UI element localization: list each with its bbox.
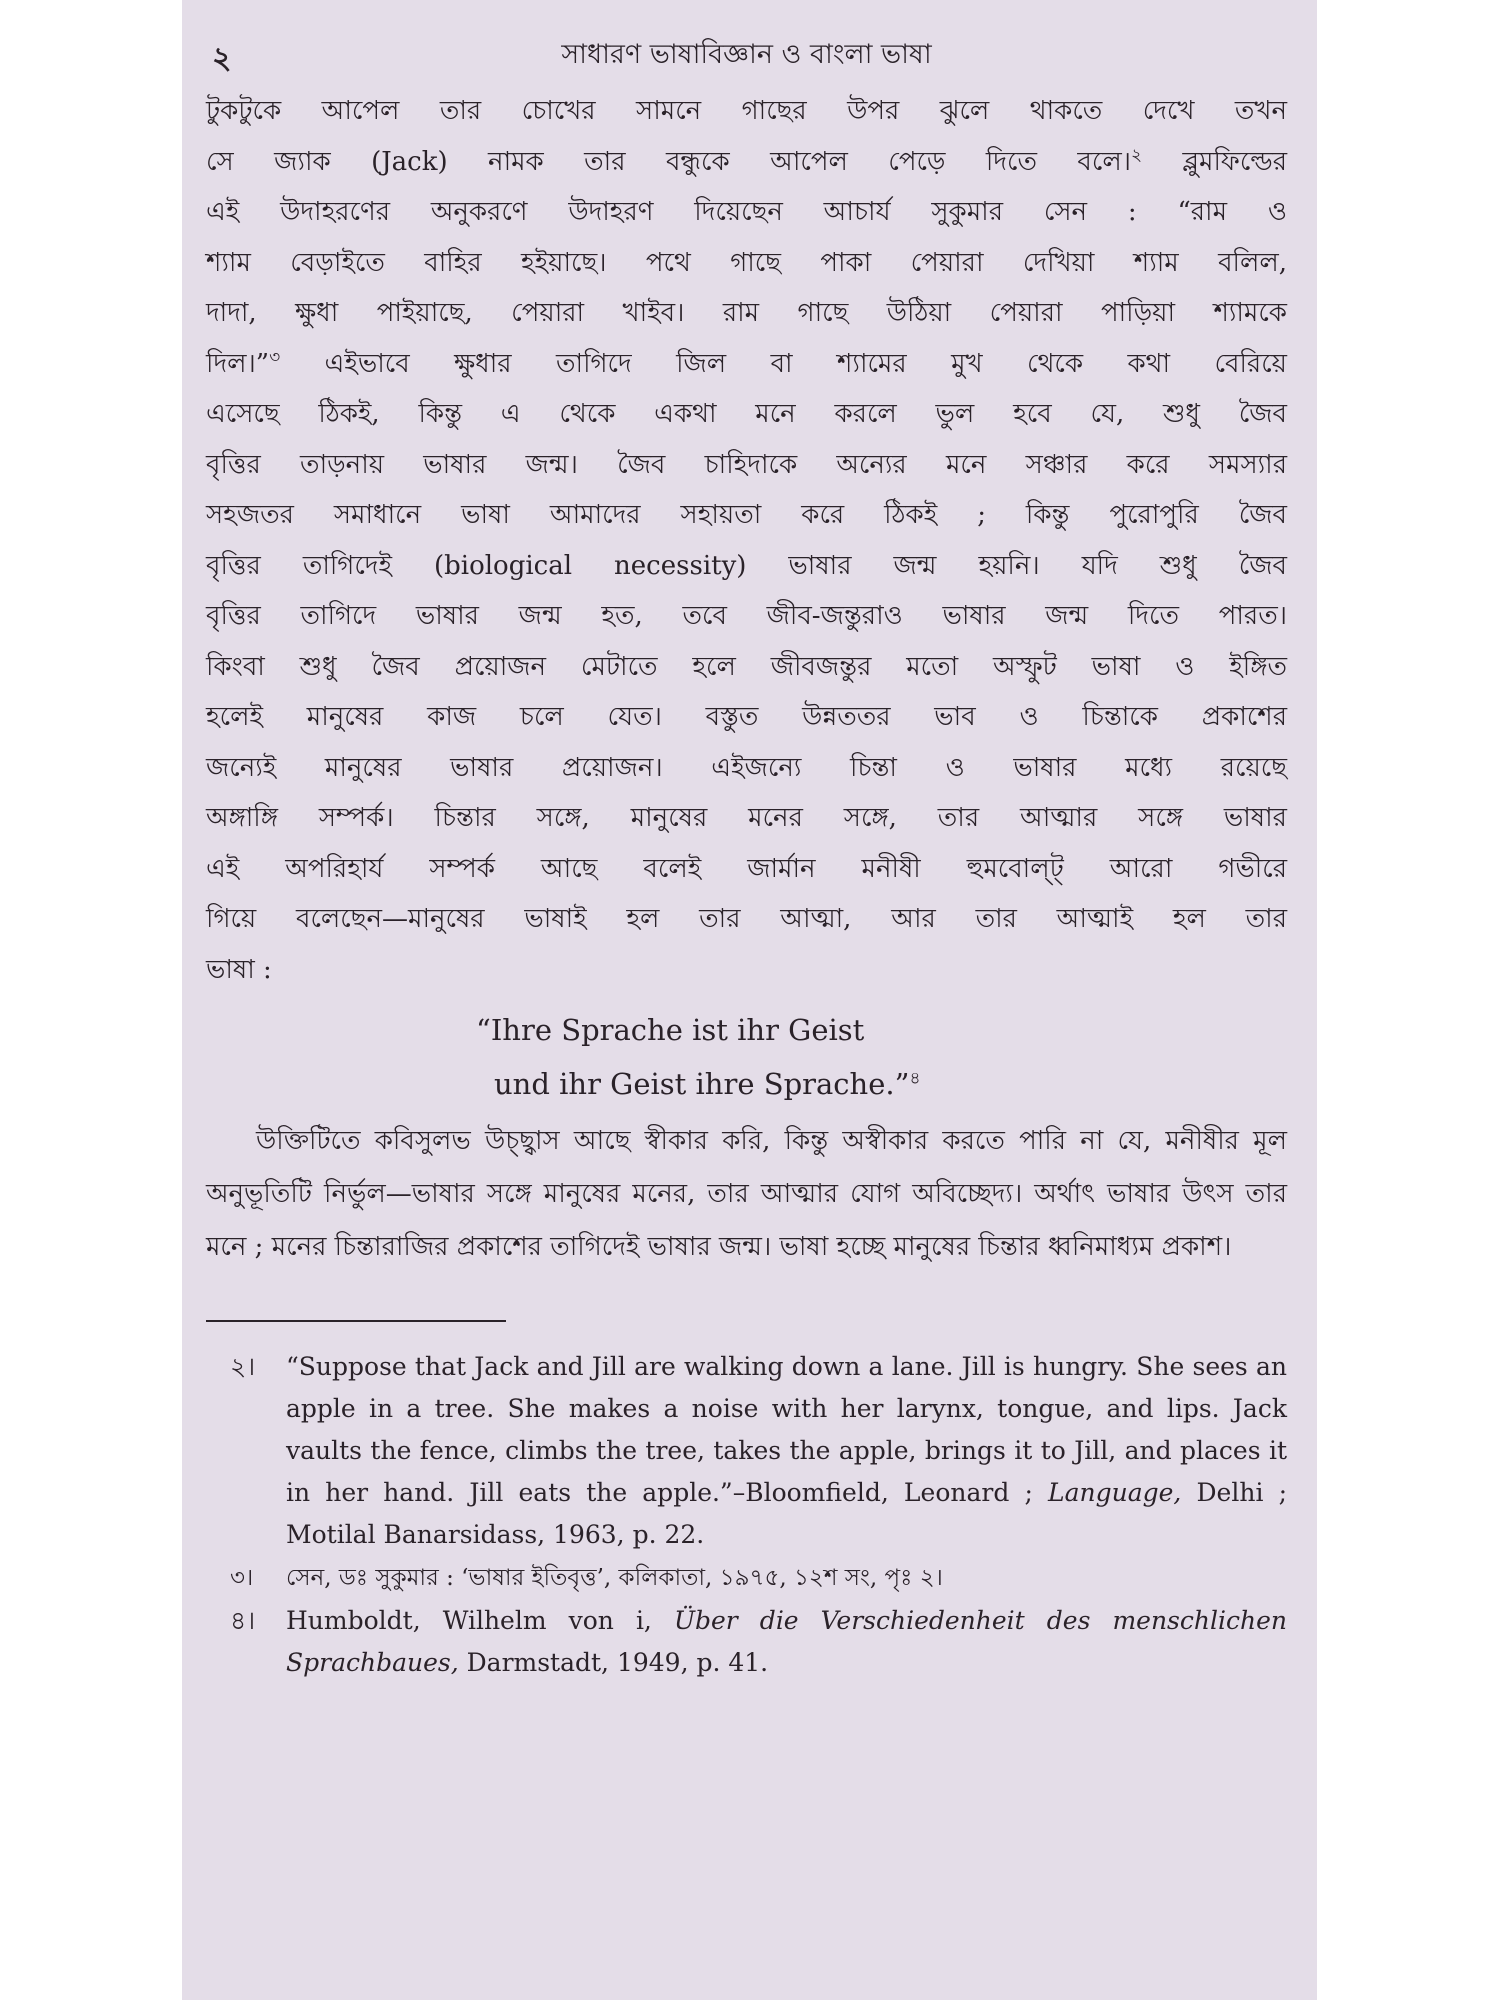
footnote-text xyxy=(286,1600,1287,1684)
block-quote xyxy=(206,1003,1287,1111)
text-line: জন্যেই মানুষের ভাষার প্রয়োজন। এইজন্যে চিন্তা ও ভাষার মধ্যে রয়েছে xyxy=(206,752,1287,783)
text-span: ব্লুমফিল্ডের xyxy=(1142,146,1287,177)
footnotes xyxy=(206,1346,1287,1684)
page-header xyxy=(206,30,1287,76)
text-line: এই অপরিহার্য সম্পর্ক আছে বলেই জার্মান মনীষী হুমবোল্ট্ আরো গভীরে xyxy=(206,853,1287,884)
book-page xyxy=(182,0,1317,2000)
footnote-number: ২। xyxy=(230,1352,256,1381)
footnote-ref-3: ৩ xyxy=(269,346,281,367)
text-line: দাদা, ক্ষুধা পাইয়াছে, পেয়ারা খাইব। রাম গাছে উঠিয়া পেয়ারা পাড়িয়া শ্যামকে xyxy=(206,298,1287,328)
text-span: Humboldt, Wilhelm von i, xyxy=(286,1606,674,1635)
paragraph-2: উক্তিটিতে কবিসুলভ উচ্ছ্বাস আছে স্বীকার করি, কিন্তু অস্বীকার করতে পারি না যে, মনীষীর মূল অনুভূতিটি নির্ভুল—ভাষার সঙ্গে মানুষের মনের, তার আত্মার যোগ অবিচ্ছেদ্য। অর্থাৎ ভাষার উৎস তার মনে ; মনের চিন্তারাজির প্রকাশের তাগিদেই ভাষার জন্ম। ভাষা হচ্ছে মানুষের চিন্তার ধ্বনিমাধ্যম প্রকাশ। xyxy=(206,1126,1287,1262)
text-span: Darmstadt, 1949, p. 41. xyxy=(458,1648,769,1677)
text-line xyxy=(206,137,1287,188)
text-line: এসেছে ঠিকই, কিন্তু এ থেকে একথা মনে করলে ভুল হবে যে, শুধু জৈব xyxy=(206,399,1287,429)
footnote-text: সেন, ডঃ সুকুমার : ‘ভাষার ইতিবৃত্ত’, কলিকাতা, ১৯৭৫, ১২শ সং, পৃঃ ২। xyxy=(286,1565,943,1591)
italic-title: Language, xyxy=(1048,1478,1182,1507)
footnote-divider xyxy=(206,1320,506,1322)
running-title: সাধারণ ভাষাবিজ্ঞান ও বাংলা ভাষা xyxy=(561,39,932,70)
text-span: সে জ্যাক (Jack) নামক তার বন্ধুকে আপেল পেড়ে দিতে বলে। xyxy=(206,146,1131,177)
text-line: গিয়ে বলেছেন—মানুষের ভাষাই হল তার আত্মা, আর তার আত্মাই হল তার xyxy=(206,904,1287,934)
text-line: অঙ্গাঙ্গি সম্পর্ক। চিন্তার সঙ্গে, মানুষের মনের সঙ্গে, তার আত্মার সঙ্গে ভাষার xyxy=(206,803,1287,833)
text-line: বৃত্তির তাড়নায় ভাষার জন্ম। জৈব চাহিদাকে অন্যের মনে সঞ্চার করে সমস্যার xyxy=(206,449,1287,480)
quote-line: “Ihre Sprache ist ihr Geist xyxy=(476,1013,865,1047)
footnote-4 xyxy=(206,1600,1287,1684)
text-line: শ্যাম বেড়াইতে বাহির হইয়াছে। পথে গাছে পাকা পেয়ারা দেখিয়া শ্যাম বলিল, xyxy=(206,247,1287,278)
text-line: বৃত্তির তাগিদে ভাষার জন্ম হত, তবে জীব-জন্তুরাও ভাষার জন্ম দিতে পারত। xyxy=(206,601,1287,631)
footnote-2 xyxy=(206,1346,1287,1556)
text-line: এই উদাহরণের অনুকরণে উদাহরণ দিয়েছেন আচার্য সুকুমার সেন : “রাম ও xyxy=(206,197,1287,227)
text-line: হলেই মানুষের কাজ চলে যেত। বস্তুত উন্নততর ভাব ও চিন্তাকে প্রকাশের xyxy=(206,702,1287,732)
footnote-number: ৩। xyxy=(230,1565,254,1591)
text-span: এইভাবে ক্ষুধার তাগিদে জিল বা শ্যামের মুখ থেকে কথা বেরিয়ে xyxy=(280,348,1287,379)
page-number: ২ xyxy=(212,41,232,76)
quote-line xyxy=(206,1057,1287,1111)
text-span: und ihr Geist ihre Sprache.” xyxy=(494,1067,910,1101)
footnote-3 xyxy=(206,1558,1287,1598)
text-line: কিংবা শুধু জৈব প্রয়োজন মেটাতে হলে জীবজন্তুর মতো অস্ফুট ভাষা ও ইঙ্গিত xyxy=(206,651,1287,682)
text-span: Delhi ; Motilal Banarsidass, 1963, p. 22. xyxy=(286,1478,1287,1549)
text-line: ভাষা : xyxy=(206,954,272,985)
footnote-ref-4: ৪ xyxy=(909,1068,921,1089)
footnote-text xyxy=(286,1346,1287,1556)
text-line: সহজতর সমাধানে ভাষা আমাদের সহায়তা করে ঠিকই ; কিন্তু পুরোপুরি জৈব xyxy=(206,500,1287,530)
text-line: টুকটুকে আপেল তার চোখের সামনে গাছের উপর ঝুলে থাকতে দেখে তখন xyxy=(206,96,1287,126)
text-span: “Suppose that Jack and Jill are walking down a lane. Jill is hungry. She sees an apple in a tree. She makes a noise with her larynx, tongue, and lips. Jack vaults the fence, climbs the tree, takes the apple, brings it to Jill, and places it in her hand. Jill eats the apple.”–Bloomfield, Leonard ; xyxy=(286,1352,1287,1507)
footnote-ref-2: ২ xyxy=(1131,144,1143,165)
footnote-number: ৪। xyxy=(230,1606,256,1635)
text-line xyxy=(206,339,1287,390)
italic-title: Über die Verschiedenheit des menschlichen Sprachbaues, xyxy=(286,1606,1287,1677)
text-span: দিল।” xyxy=(206,348,270,379)
paragraph-1 xyxy=(206,86,1287,995)
text-line: বৃত্তির তাগিদেই (biological necessity) ভাষার জন্ম হয়নি। যদি শুধু জৈব xyxy=(206,550,1287,581)
